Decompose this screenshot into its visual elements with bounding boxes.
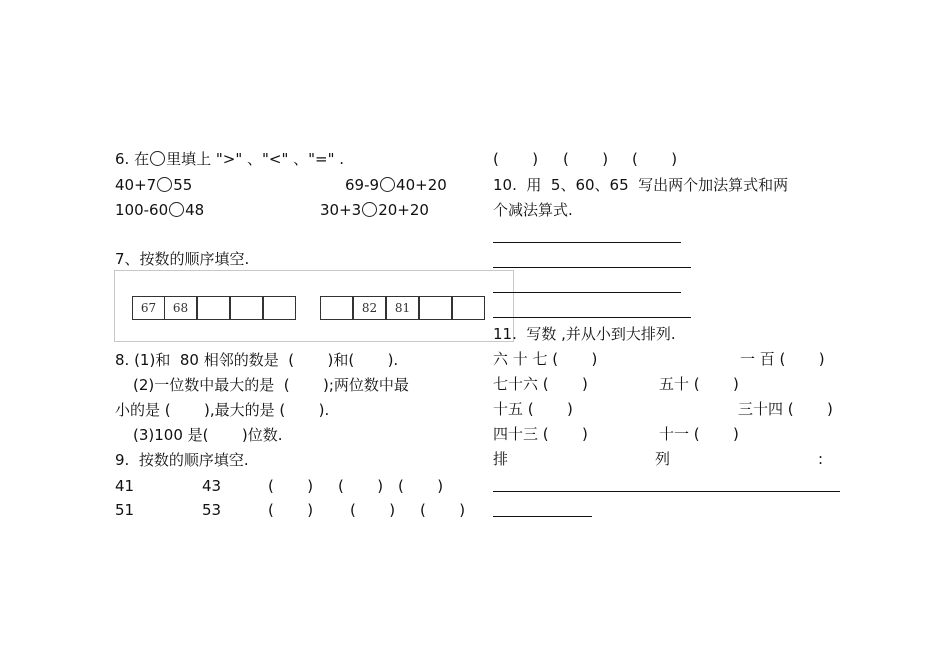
q6-r2a-right: 48 [185,201,205,219]
q11-item[interactable]: 十五 ( ) [493,400,573,418]
sequence-cell: 81 [386,296,419,320]
sequence-cell[interactable] [197,296,230,320]
answer-line[interactable] [493,317,691,318]
sequence-cell[interactable] [452,296,485,320]
q6-r2b-left: 30+3 [320,201,362,219]
q9-blank[interactable]: ( ) [268,477,314,495]
q8-line2: (2)一位数中最大的是 ( );两位数中最 [133,376,409,394]
sequence-cell[interactable] [419,296,452,320]
q9-blank[interactable]: ( ) [350,501,396,519]
sequence-cell: 82 [353,296,386,320]
top-blank[interactable]: ( ) [493,150,539,168]
q6-r2a-left: 100-60 [115,201,169,219]
q6-r1a-left: 40+7 [115,176,157,194]
q9-cell: 41 [115,477,135,495]
q9-blank[interactable]: ( ) [338,477,384,495]
q6-r2b-right: 20+20 [378,201,429,219]
q11-title: 11. 写数 ,并从小到大排列. [493,325,676,343]
circle-icon [150,151,165,166]
top-blank[interactable]: ( ) [632,150,678,168]
sequence-cell[interactable] [230,296,263,320]
q11-item[interactable]: 五十 ( ) [659,375,739,393]
compare-circle[interactable] [169,202,184,217]
q6-title [115,150,344,168]
q6-row1a [115,176,192,194]
sequence-cell: 68 [164,296,197,320]
compare-circle[interactable] [362,202,377,217]
q11-item[interactable]: 七十六 ( ) [493,375,588,393]
q6-row2b [320,201,429,219]
q6-r1a-right: 55 [173,176,193,194]
order-label-1: 排 [493,450,509,468]
q9-cell: 51 [115,501,135,519]
answer-line[interactable] [493,292,681,293]
q10-line2: 个减法算式. [493,201,573,219]
q9-cell: 43 [202,477,222,495]
answer-line[interactable] [493,491,840,492]
q9-blank[interactable]: ( ) [420,501,466,519]
q8-line1: 8. (1)和 80 相邻的数是 ( )和( ). [115,351,399,369]
answer-line[interactable] [493,516,592,517]
q9-title: 9. 按数的顺序填空. [115,451,249,469]
answer-line[interactable] [493,267,691,268]
q7-title: 7、按数的顺序填空. [115,250,250,268]
q9-blank[interactable]: ( ) [268,501,314,519]
q8-line3: 小的是 ( ),最大的是 ( ). [115,401,330,419]
q10-line1: 10. 用 5、60、65 写出两个加法算式和两 [493,176,789,194]
compare-circle[interactable] [380,177,395,192]
q6-row1b [345,176,447,194]
q6-row2a [115,201,204,219]
order-label-colon: : [818,450,824,468]
q9-cell: 53 [202,501,222,519]
top-blank[interactable]: ( ) [563,150,609,168]
q11-item[interactable]: 四十三 ( ) [493,425,588,443]
q11-item[interactable]: 六 十 七 ( ) [493,350,598,368]
q6-r1b-left: 69-9 [345,176,380,194]
q6-title-rest: 里填上 ">" 、"<" 、"=" . [166,150,345,168]
sequence-cell[interactable] [263,296,296,320]
q6-title-start: 6. 在 [115,150,150,168]
sequence-cell[interactable] [320,296,353,320]
q11-item[interactable]: 十一 ( ) [659,425,739,443]
q9-blank[interactable]: ( ) [398,477,444,495]
q6-r1b-right: 40+20 [396,176,447,194]
q11-item[interactable]: 一 百 ( ) [740,350,825,368]
q11-item[interactable]: 三十四 ( ) [738,400,833,418]
sequence-cell: 67 [132,296,165,320]
compare-circle[interactable] [157,177,172,192]
order-label-2: 列 [655,450,671,468]
answer-line[interactable] [493,242,681,243]
q8-line4: (3)100 是( )位数. [133,426,283,444]
